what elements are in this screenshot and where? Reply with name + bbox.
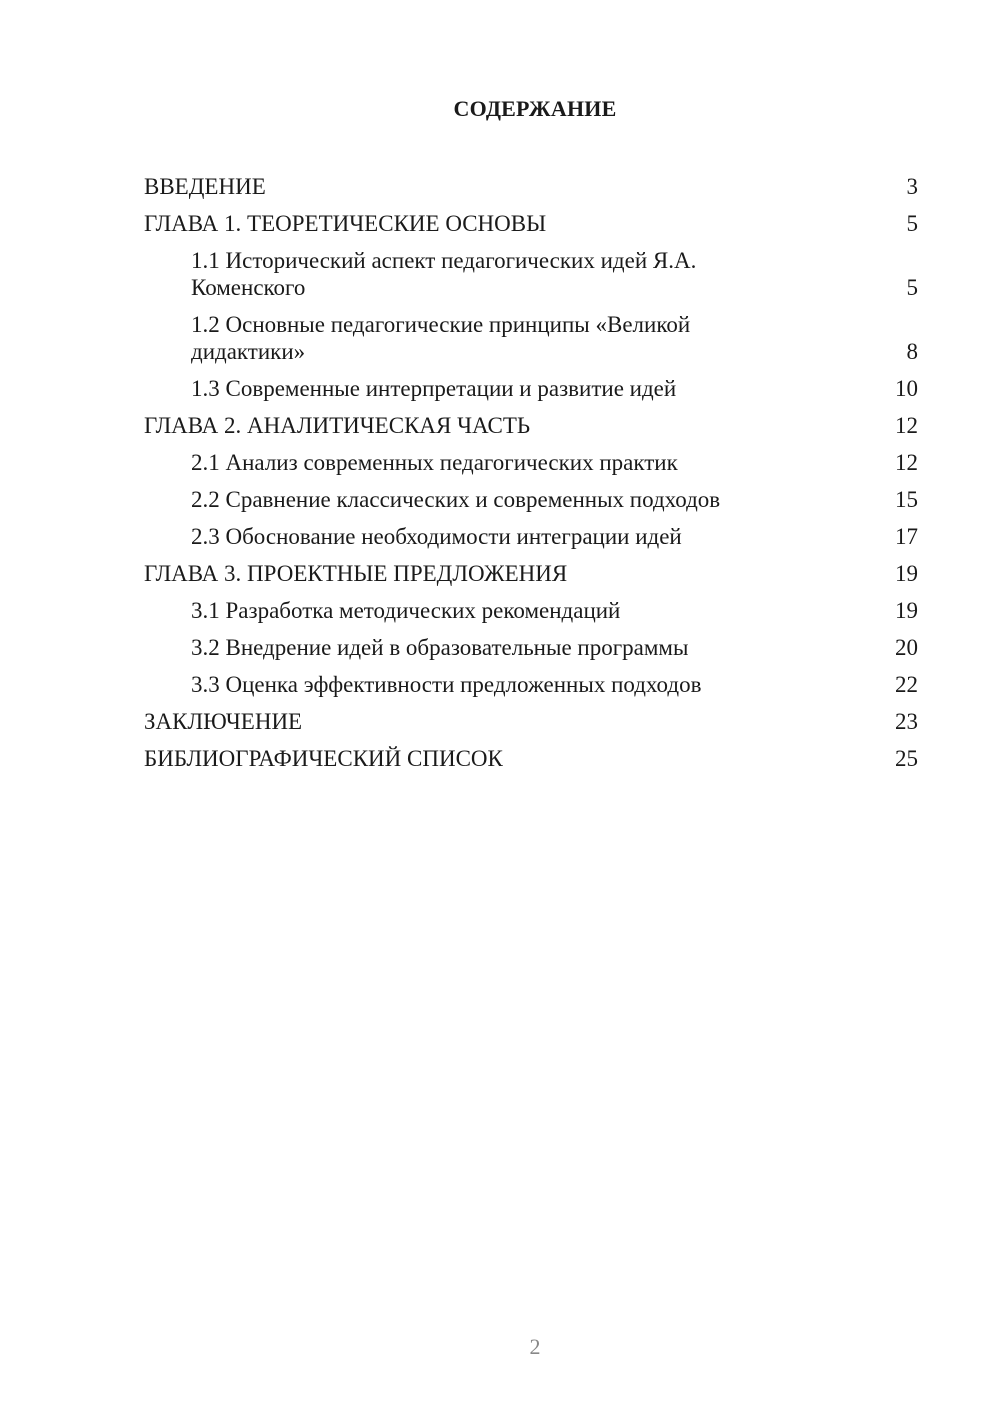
toc-entry-page: 12 <box>895 450 918 475</box>
toc-entry-page: 5 <box>906 211 918 236</box>
table-of-contents <box>144 168 918 777</box>
toc-entry-section-2-3[interactable] <box>144 518 918 555</box>
toc-entry-page: 10 <box>895 376 918 401</box>
toc-entry-page: 23 <box>895 709 918 734</box>
toc-entry-page: 5 <box>906 275 918 300</box>
toc-entry-label: 3.2 Внедрение идей в образовательные программы <box>191 635 689 660</box>
toc-entry-conclusion[interactable] <box>144 703 918 740</box>
toc-entry-section-3-1[interactable] <box>144 592 918 629</box>
toc-entry-section-2-2[interactable] <box>144 481 918 518</box>
toc-entry-page: 19 <box>895 561 918 586</box>
page-number: 2 <box>529 1334 541 1359</box>
page-title: СОДЕРЖАНИЕ <box>453 96 617 121</box>
toc-entry-page: 19 <box>895 598 918 623</box>
toc-entry-chapter-2[interactable] <box>144 407 918 444</box>
toc-entry-label: 3.1 Разработка методических рекомендаций <box>191 598 621 623</box>
toc-entry-section-3-3[interactable] <box>144 666 918 703</box>
toc-entry-page: 20 <box>895 635 918 660</box>
toc-entry-page: 12 <box>895 413 918 438</box>
toc-entry-bibliography[interactable] <box>144 740 918 777</box>
toc-entry-section-1-1[interactable] <box>144 242 918 306</box>
toc-entry-introduction[interactable] <box>144 168 918 205</box>
toc-entry-label: ГЛАВА 1. ТЕОРЕТИЧЕСКИЕ ОСНОВЫ <box>144 211 547 236</box>
toc-entry-section-1-2[interactable] <box>144 306 918 370</box>
toc-entry-page: 25 <box>895 746 918 771</box>
toc-entry-label: 1.1 Исторический аспект педагогических идей Я.А. Коменского <box>191 248 697 300</box>
toc-entry-label: ВВЕДЕНИЕ <box>144 174 266 199</box>
toc-entry-section-2-1[interactable] <box>144 444 918 481</box>
toc-entry-page: 17 <box>895 524 918 549</box>
toc-entry-page: 8 <box>906 339 918 364</box>
toc-entry-label: БИБЛИОГРАФИЧЕСКИЙ СПИСОК <box>144 746 503 771</box>
toc-entry-chapter-3[interactable] <box>144 555 918 592</box>
toc-entry-label: 2.3 Обоснование необходимости интеграции идей <box>191 524 682 549</box>
toc-entry-label: 2.1 Анализ современных педагогических практик <box>191 450 678 475</box>
toc-entry-label: ЗАКЛЮЧЕНИЕ <box>144 709 303 734</box>
toc-entry-label: 3.3 Оценка эффективности предложенных подходов <box>191 672 702 697</box>
toc-entry-label: 2.2 Сравнение классических и современных подходов <box>191 487 721 512</box>
toc-entry-section-3-2[interactable] <box>144 629 918 666</box>
toc-entry-label: 1.3 Современные интерпретации и развитие идей <box>191 376 677 401</box>
toc-entry-chapter-1[interactable] <box>144 205 918 242</box>
toc-entry-section-1-3[interactable] <box>144 370 918 407</box>
toc-entry-page: 22 <box>895 672 918 697</box>
toc-entry-label: ГЛАВА 3. ПРОЕКТНЫЕ ПРЕДЛОЖЕНИЯ <box>144 561 568 586</box>
toc-entry-label: 1.2 Основные педагогические принципы «Великой дидактики» <box>191 312 691 364</box>
toc-entry-label: ГЛАВА 2. АНАЛИТИЧЕСКАЯ ЧАСТЬ <box>144 413 531 438</box>
toc-entry-page: 3 <box>906 174 918 199</box>
toc-entry-page: 15 <box>895 487 918 512</box>
